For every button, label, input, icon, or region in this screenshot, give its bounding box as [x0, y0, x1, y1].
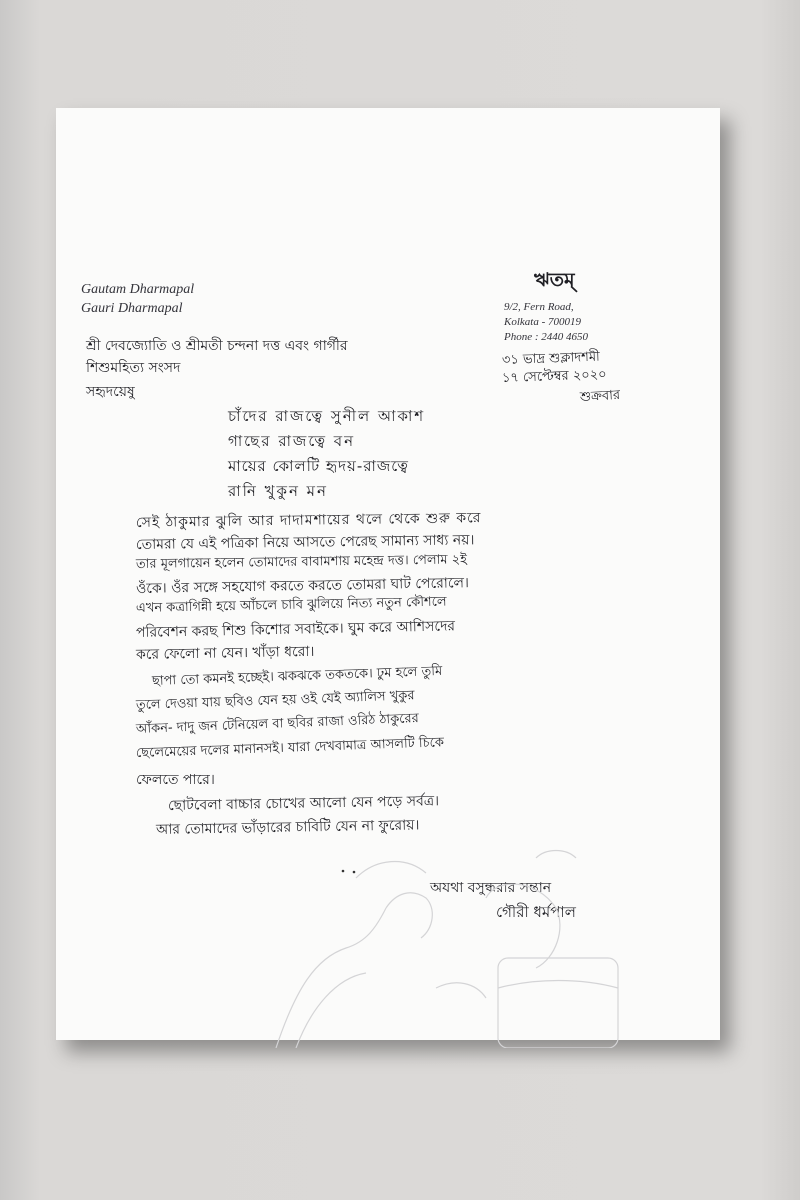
recipient-line-2: শিশুমহিত্য সংসদ [86, 360, 181, 376]
body-line-2: তোমরা যে এই পত্রিকা নিয়ে আসতে পেরেছ সামান্য সাধ্য নয়। [135, 532, 475, 553]
poem-line-4: রানি খুকুন মন [228, 482, 328, 500]
body-line-5: এখন কত্রাগিন্নী হয়ে আঁচলে চাবি ঝুলিয়ে নিত্য নতুন কৌশলে [135, 594, 447, 616]
address-line-1: 9/2, Fern Road, [504, 301, 574, 313]
body-line-4: ওঁকে। ওঁর সঙ্গে সহযোগ করতে করতে তোমরা ঘাট পেরোলে। [135, 575, 470, 597]
closing-line-1: ছোটবেলা বাচ্চার চোখের আলো যেন পড়ে সর্বত্র। [167, 793, 440, 814]
date-line-3: শুক্রবার [579, 387, 621, 405]
date-line-2: ১৭ সেপ্টেম্বর ২০২০ [501, 367, 607, 386]
address-line-2: Kolkata - 700019 [504, 316, 581, 328]
signoff-line-1: অযথা বসুন্ধরার সন্তান [430, 880, 552, 896]
body-line-10: আঁকন- দাদু জন টেনিয়েল বা ছবির রাজা ওরিঠ ঠাকুরের [135, 711, 420, 737]
body-line-7: করে ফেলো না যেন। খাঁড়া ধরো। [135, 643, 315, 663]
signature: গৌরী ধর্মপাল [496, 903, 576, 921]
salutation: সহৃদয়েষু [86, 384, 135, 400]
poem-line-1: চাঁদের রাজত্বে সুনীল আকাশ [228, 407, 426, 425]
recipient-line-1: শ্রী দেবজ্যোতি ও শ্রীমতী চন্দনা দত্ত এবং গার্গীর [86, 338, 348, 354]
address-line-3: Phone : 2440 4650 [504, 331, 589, 343]
body-line-12: ফেলতে পারে। [136, 772, 215, 788]
body-line-6: পরিবেশন করছ শিশু কিশোর সবাইকে। ঘুম করে আশিসদের [135, 618, 456, 641]
date-line-1: ৩১ ভাদ্র শুক্লাদশমী [501, 349, 601, 368]
body-line-3: তার মূলগায়েন হলেন তোমাদের বাবামশায় মহেন্দ্র দত্ত। পেলাম ২ই [135, 552, 468, 572]
letterhead-name-2: Gauri Dharmapal [81, 301, 183, 316]
poem-line-3: মায়ের কোলটি হৃদয়-রাজত্বে [228, 457, 409, 475]
closing-line-2: আর তোমাদের ভাঁড়ারের চাবিটি যেন না ফুরোয়। [155, 817, 420, 838]
letter-sheet [56, 108, 720, 1040]
body-line-11: ছেলেমেয়ের দলের মানানসই। যারা দেখবামাত্র আসলটি চিকে [135, 735, 445, 761]
letterhead-logo: ঋতম্ [534, 269, 575, 291]
poem-line-2: গাছের রাজত্বে বন [228, 432, 356, 450]
letterhead-name-1: Gautam Dharmapal [81, 282, 195, 297]
faint-sketch-illustration [236, 838, 656, 1048]
body-line-1: সেই ঠাকুমার ঝুলি আর দাদামশায়ের থলে থেকে শুরু করে [135, 510, 482, 531]
body-line-9: তুলে দেওয়া যায় ছবিও যেন হয় ওই যেই অ্যালিস খুকুর [135, 688, 415, 713]
body-line-8: ছাপা তো কমনই হচ্ছেই। ঝকঝকে তকতকে। ঢুম হলে তুমি [151, 663, 443, 689]
